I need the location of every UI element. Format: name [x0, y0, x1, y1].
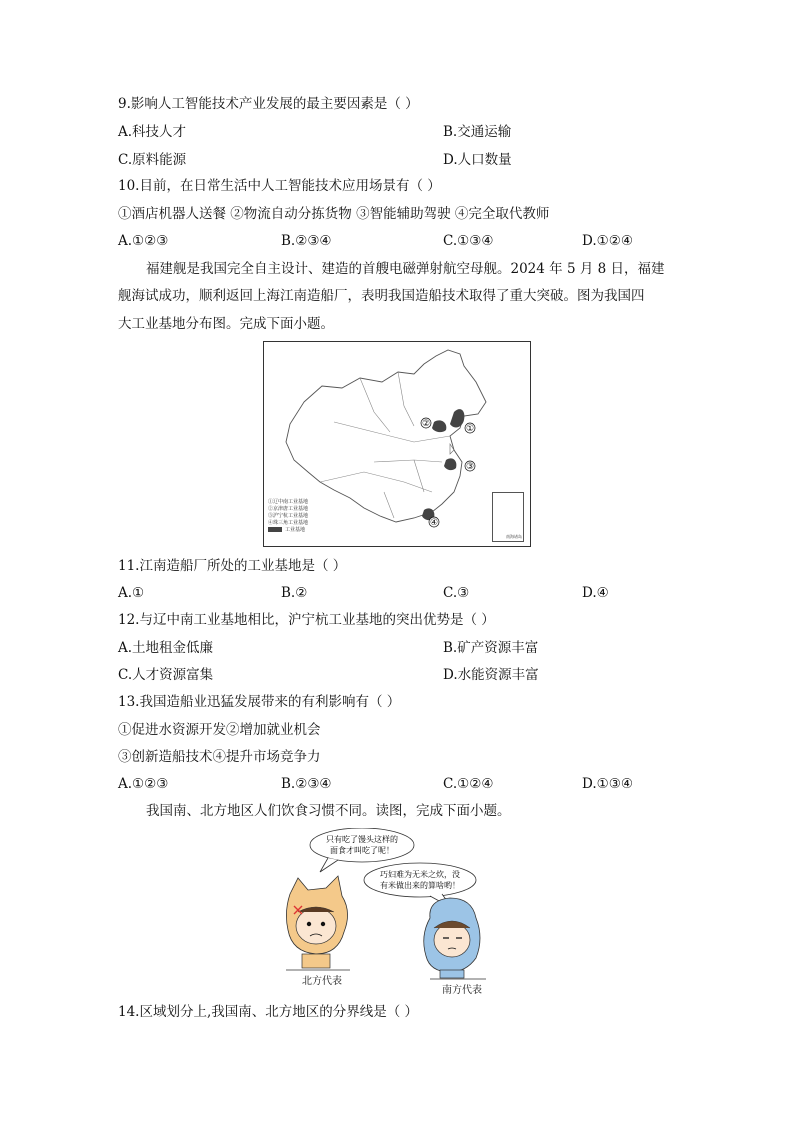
q10-stem: 10.目前，在日常生活中人工智能技术应用场景有（ ）	[118, 178, 441, 194]
q12-option-a: A.土地租金低廉	[118, 640, 214, 656]
q11-option-b: B.②	[281, 585, 308, 601]
q13-items-1: ①促进水资源开发②增加就业机会	[118, 722, 321, 738]
q13-option-c: C.①②④	[443, 776, 494, 792]
q10-option-c: C.①③④	[443, 233, 494, 249]
industrial-base-map	[263, 341, 531, 547]
q9-option-d: D.人口数量	[443, 152, 512, 168]
q11-stem: 11.江南造船厂所处的工业基地是（ ）	[118, 558, 347, 574]
south-china-sea-inset	[492, 492, 524, 542]
map-legend	[268, 499, 308, 534]
q10-option-a: A.①②③	[118, 233, 169, 249]
q11-option-d: D.④	[582, 585, 609, 601]
north-speech-bubble	[310, 828, 414, 862]
south-character	[424, 898, 486, 979]
legend-item: ②京津唐工业基地	[268, 506, 309, 512]
svg-text:巧妇难为无米之炊，没: 巧妇难为无米之炊，没	[380, 870, 460, 879]
south-speech-bubble	[364, 863, 476, 897]
diet-cartoon	[280, 828, 510, 998]
legend-item: ③沪宁杭工业基地	[268, 513, 309, 519]
jingjintang-base-shape	[432, 420, 446, 432]
q13-option-b: B.②③④	[281, 776, 332, 792]
q13-option-d: D.①③④	[582, 776, 633, 792]
q9-option-c: C.原料能源	[118, 152, 187, 168]
svg-text:面食才叫吃了呢！: 面食才叫吃了呢！	[330, 846, 394, 855]
inset-label: 南海诸岛	[506, 534, 522, 539]
marker-1: ①	[465, 424, 475, 434]
q12-option-b: B.矿产资源丰富	[443, 640, 539, 656]
q11-option-c: C.③	[443, 585, 470, 601]
passage1-line3: 大工业基地分布图。完成下面小题。	[118, 316, 334, 332]
marker-3: ③	[465, 462, 475, 472]
q12-stem: 12.与辽中南工业基地相比，沪宁杭工业基地的突出优势是（ ）	[118, 612, 495, 628]
svg-text:只有吃了馒头这样的: 只有吃了馒头这样的	[326, 835, 398, 844]
q10-option-d: D.①②④	[582, 233, 633, 249]
caption-south: 南方代表	[442, 985, 482, 996]
legend-item: ①辽中南工业基地	[268, 499, 309, 505]
q12-option-d: D.水能资源丰富	[443, 667, 539, 683]
q14-stem: 14.区域划分上,我国南、北方地区的分界线是（ ）	[118, 1004, 419, 1020]
q13-stem: 13.我国造船业迅猛发展带来的有利影响有（ ）	[118, 694, 401, 710]
huningang-base-shape	[444, 458, 456, 470]
q9-option-b: B.交通运输	[443, 124, 512, 140]
north-character	[286, 876, 350, 970]
q10-option-b: B.②③④	[281, 233, 332, 249]
q9-option-a: A.科技人才	[118, 124, 187, 140]
liaozhongnan-base-shape	[450, 409, 464, 427]
caption-north: 北方代表	[302, 976, 342, 987]
marker-4: ④	[429, 518, 439, 528]
passage2-line1: 我国南、北方地区人们饮食习惯不同。读图，完成下面小题。	[146, 803, 511, 819]
q10-items: ①酒店机器人送餐 ②物流自动分拣货物 ③智能辅助驾驶 ④完全取代教师	[118, 206, 550, 222]
legend-swatch	[268, 527, 282, 532]
q13-items-2: ③创新造船技术④提升市场竞争力	[118, 749, 321, 765]
q11-option-a: A.①	[118, 585, 145, 601]
q9-stem: 9.影响人工智能技术产业发展的最主要因素是（ ）	[118, 96, 419, 112]
legend-key: 工业基地	[268, 527, 308, 534]
q13-option-a: A.①②③	[118, 776, 169, 792]
marker-2: ②	[421, 419, 431, 429]
passage1-line1: 福建舰是我国完全自主设计、建造的首艘电磁弹射航空母舰。2024 年 5 月 8 日，福建	[146, 261, 665, 277]
svg-text:有米做出来的算啥哟！: 有米做出来的算啥哟！	[380, 881, 460, 890]
q12-option-c: C.人才资源富集	[118, 667, 214, 683]
legend-item: ④珠三角工业基地	[268, 520, 309, 526]
passage1-line2: 舰海试成功，顺利返回上海江南造船厂，表明我国造船技术取得了重大突破。图为我国四	[118, 288, 645, 304]
